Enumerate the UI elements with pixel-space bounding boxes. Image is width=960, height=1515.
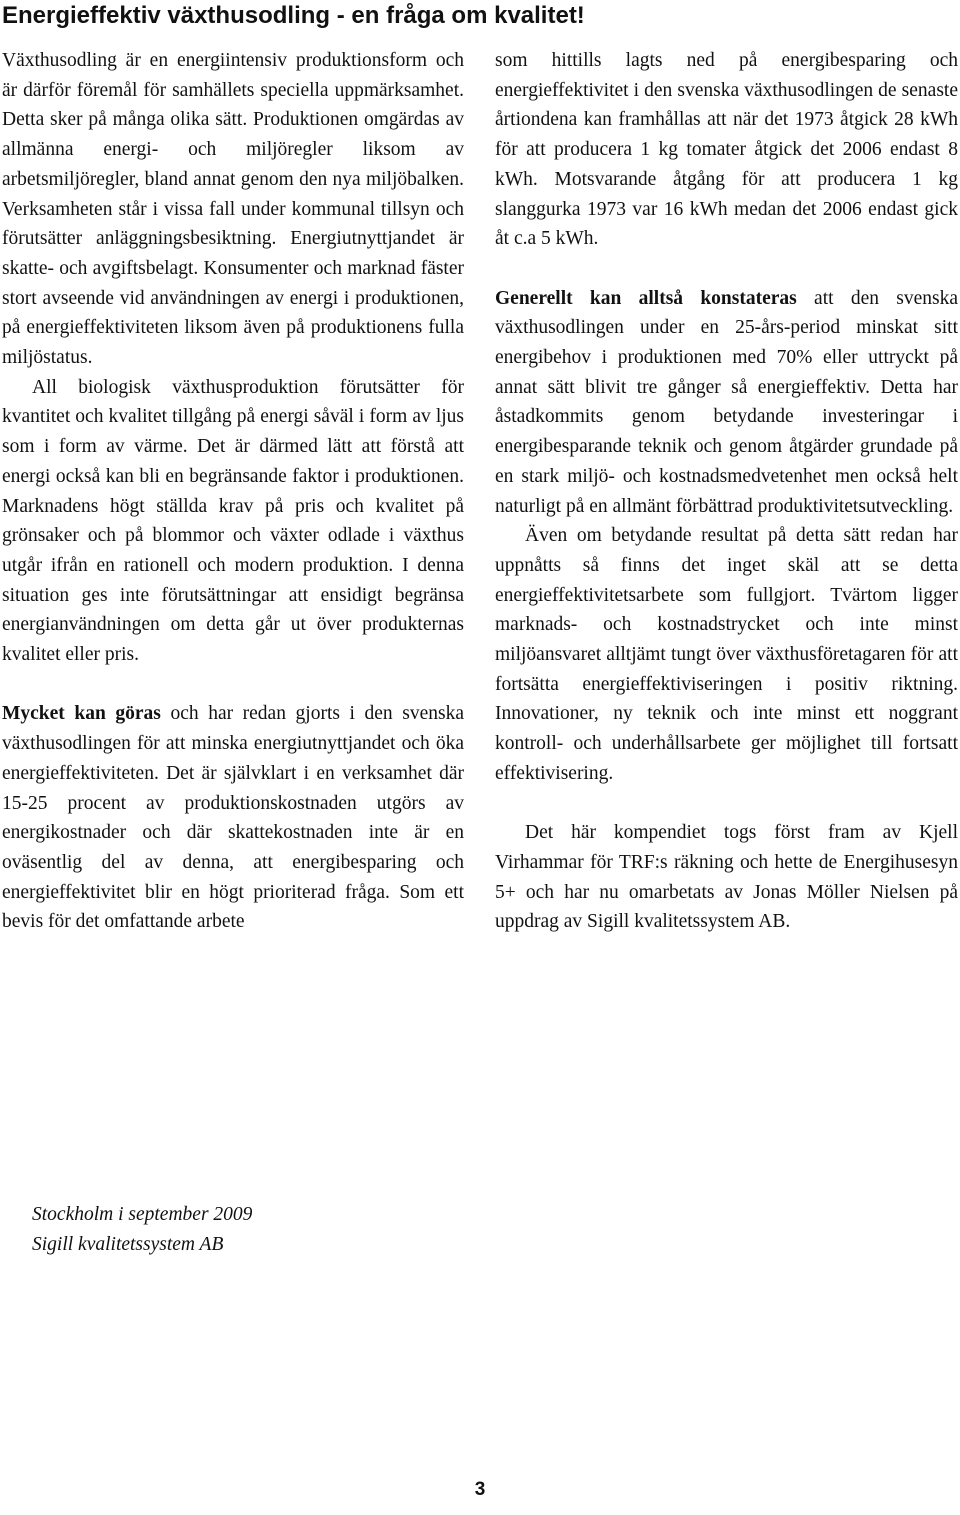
left-column bbox=[2, 46, 464, 937]
page-title: Energieffektiv växthusodling - en fråga om kvalitet! bbox=[2, 2, 585, 29]
paragraph-energy-figures: som hittills lagts ned på energibesparing och energieffektivitet i den svenska växthusodlingen de senaste årtiondena kan framhållas att när det 1973 åtgick 28 kWh för att producera 1 kg tomater åtgick det 2006 endast 8 kWh. Motsvarande åtgång för att producera 1 kg slanggurka 1973 var 16 kWh medan det 2006 endast gick åt c.a 5 kWh. bbox=[495, 50, 958, 250]
paragraph-intro: Växthusodling är en energiintensiv produktionsform och är därför föremål för samhällets speciella uppmärksamhet. Detta sker på många olika sätt. Produktionen omgärdas av allmänna energi- och miljöregler liksom av arbetsmiljöregler, bland annat genom den nya miljöbalken. Verksamheten står i vissa fall under kommunal tillsyn och förutsätter anläggningsbesiktning. Energiutnyttjandet är skatte- och avgiftsbelagt. Konsumenter och marknad fäster stort avseende vid användningen av energi i produktionen, på energieffektiviteten liksom även på produktionens fulla miljöstatus. bbox=[2, 50, 464, 369]
paragraph-much-can-be-done bbox=[2, 699, 464, 937]
page-number: 3 bbox=[474, 1479, 486, 1500]
signature-organization: Sigill kvalitetssystem AB bbox=[32, 1234, 224, 1255]
paragraph-compendium: Det här kompendiet togs först fram av Kjell Virhammar för TRF:s räkning och hette de Energihusesyn 5+ och har nu omarbetats av Jonas Möller Nielsen på uppdrag av Sigill kvalitetssystem AB. bbox=[495, 822, 958, 933]
bold-lead-text: Mycket kan göras bbox=[2, 703, 161, 725]
paragraph-generally bbox=[495, 284, 958, 522]
signature-block bbox=[32, 1200, 252, 1260]
paragraph-body-text: och har redan gjorts i den svenska växthusodlingen för att minska energiutnyttjandet och öka energieffektiviteten. Det är självklart i en verksamhet där 15-25 procent av produktionskostnaden utgörs av energikostnader och där skattekostnaden inte är en oväsentlig del av denna, att energibesparing och energieffektivitet blir en högt prioriterad fråga. Som ett bevis för det omfattande arbete bbox=[2, 703, 464, 933]
paragraph-biological-production: All biologisk växthusproduktion förutsätter för kvantitet och kvalitet tillgång på energi såväl i form av ljus som i form av värme. Det är därmed lätt att förstå att energi också kan bli en begränsande faktor i produktionen. Marknadens högt ställda krav på pris och kvalitet på grönsaker och på blommor och växter odlade i växthus utgår ifrån en rationell och modern produktion. I denna situation ges inte förutsättningar att ensidigt begränsa energianvändningen om detta går ut över produkternas kvalitet eller pris. bbox=[2, 376, 464, 666]
bold-lead-text: Generellt kan alltså konstateras bbox=[495, 287, 797, 309]
paragraph-even-if: Även om betydande resultat på detta sätt redan har uppnåtts så finns det inget skäl att se detta energieffektivitetsarbete som fullgjort. Tvärtom ligger marknads- och kostnadstrycket och inte minst miljöansvaret alltjämt tungt över växthusföretagaren för att fortsätta energieffektiviseringen i positiv riktning. Innovationer, ny teknik och inte minst ett noggrant kontroll- och underhållsarbete ger möjlighet till fortsatt effektivisering. bbox=[495, 525, 958, 784]
paragraph-body-text: att den svenska växthusodlingen under en 25-års-period minskat sitt energibehov i produktionen med 70% eller uttryckt på annat sätt blivit tre gånger så energieffektiv. Detta har åstadkommits genom betydande investeringar i energibesparande teknik och genom åtgärder grundade på en stark miljö- och kostnadsmedvetenhet men också helt naturligt på en allmänt förbättrad produktivitetsutveckling. bbox=[495, 287, 958, 517]
right-column bbox=[495, 46, 958, 937]
signature-place-date: Stockholm i september 2009 bbox=[32, 1204, 253, 1225]
